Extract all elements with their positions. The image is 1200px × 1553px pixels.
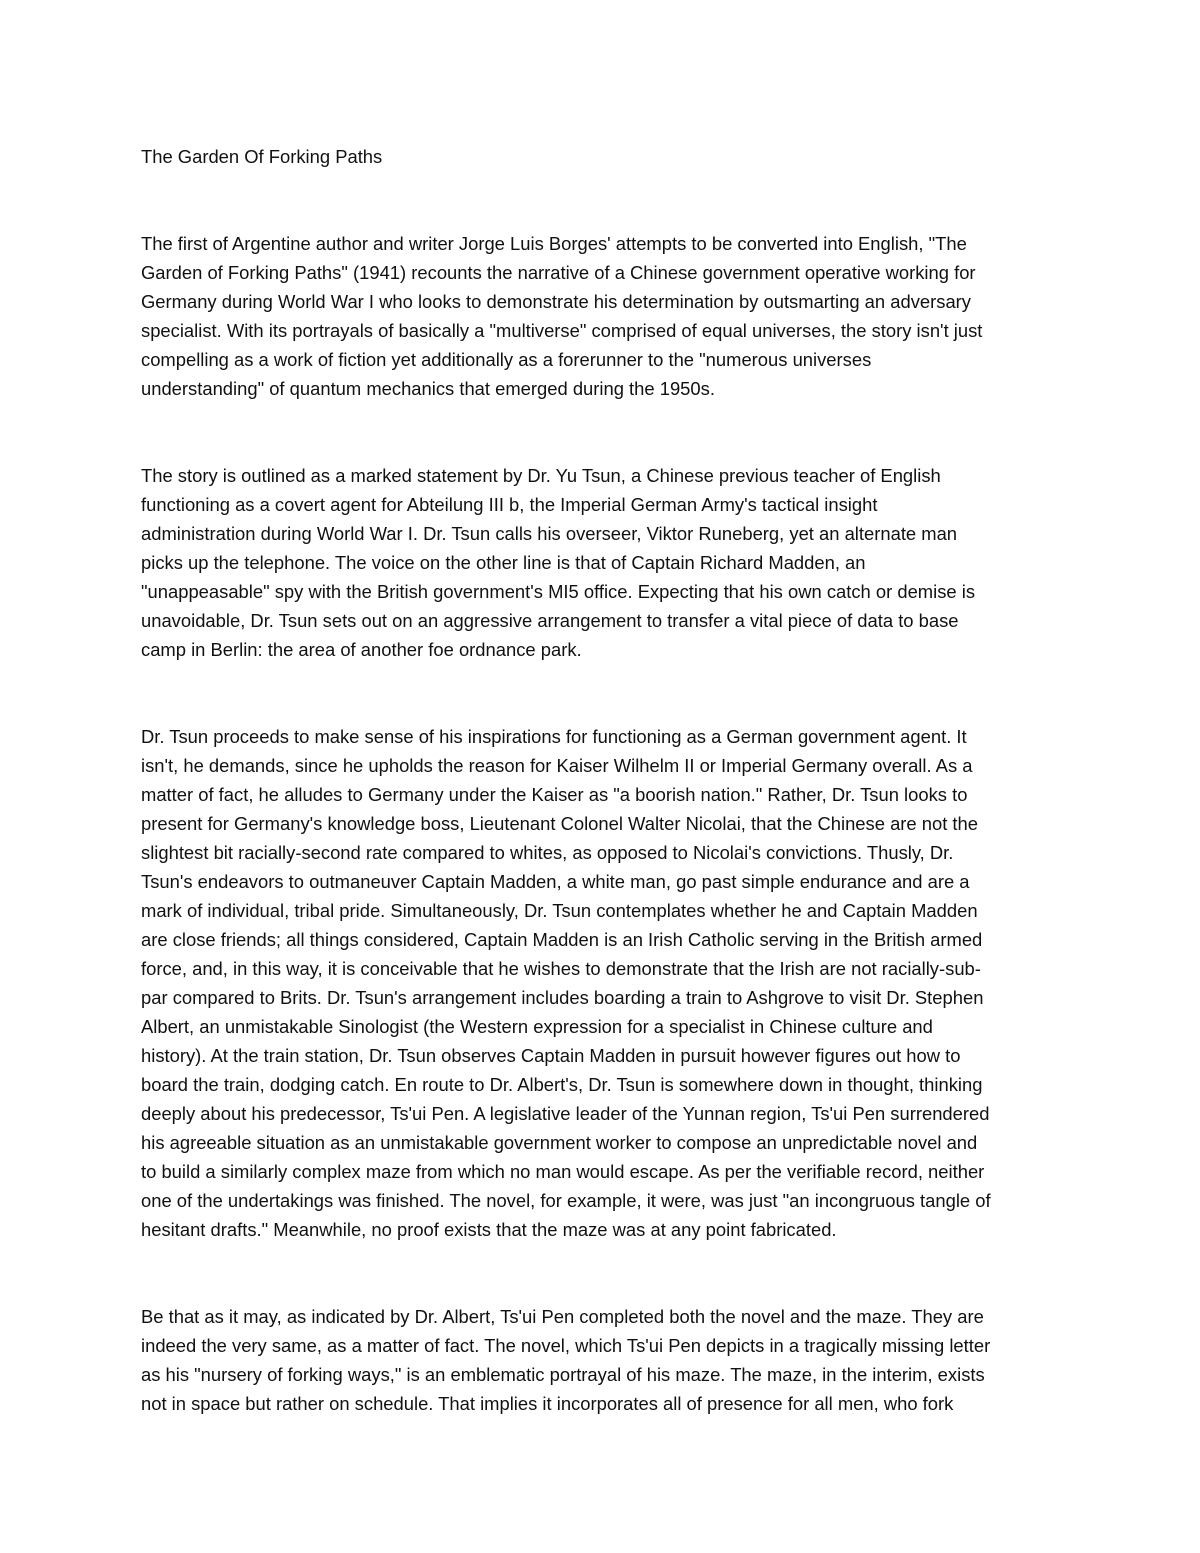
- text-line: Be that as it may, as indicated by Dr. Albert, Ts'ui Pen completed both the novel and the maze. They are: [141, 1306, 984, 1327]
- text-line: indeed the very same, as a matter of fact. The novel, which Ts'ui Pen depicts in a tragically missing letter: [141, 1335, 991, 1356]
- paragraph-1: [141, 229, 1061, 403]
- text-line: history). At the train station, Dr. Tsun observes Captain Madden in pursuit however figures out how to: [141, 1045, 961, 1066]
- text-line: camp in Berlin: the area of another foe ordnance park.: [141, 639, 582, 660]
- text-line: as his "nursery of forking ways," is an emblematic portrayal of his maze. The maze, in the interim, exists: [141, 1364, 985, 1385]
- paragraph-2: [141, 461, 1061, 664]
- text-line: "unappeasable" spy with the British government's MI5 office. Expecting that his own catch or demise is: [141, 581, 976, 602]
- text-line: his agreeable situation as an unmistakable government worker to compose an unpredictable novel and: [141, 1132, 978, 1153]
- document-title: The Garden Of Forking Paths: [141, 146, 383, 167]
- text-line: isn't, he demands, since he upholds the reason for Kaiser Wilhelm II or Imperial Germany overall. As a: [141, 755, 973, 776]
- text-line: specialist. With its portrayals of basically a "multiverse" comprised of equal universes, the story isn't just: [141, 320, 983, 341]
- text-line: force, and, in this way, it is conceivable that he wishes to demonstrate that the Irish are not racially-sub-: [141, 958, 981, 979]
- text-line: understanding" of quantum mechanics that emerged during the 1950s.: [141, 378, 715, 399]
- text-line: board the train, dodging catch. En route to Dr. Albert's, Dr. Tsun is somewhere down in thought, thinking: [141, 1074, 983, 1095]
- text-line: are close friends; all things considered, Captain Madden is an Irish Catholic serving in the British armed: [141, 929, 983, 950]
- text-line: The story is outlined as a marked statement by Dr. Yu Tsun, a Chinese previous teacher of English: [141, 465, 941, 486]
- text-line: The first of Argentine author and writer Jorge Luis Borges' attempts to be converted into English, "The: [141, 233, 967, 254]
- text-line: present for Germany's knowledge boss, Lieutenant Colonel Walter Nicolai, that the Chinese are not the: [141, 813, 978, 834]
- text-line: slightest bit racially-second rate compared to whites, as opposed to Nicolai's convictions. Thusly, Dr.: [141, 842, 954, 863]
- text-line: administration during World War I. Dr. Tsun calls his overseer, Viktor Runeberg, yet an alternate man: [141, 523, 958, 544]
- text-line: functioning as a covert agent for Abteilung III b, the Imperial German Army's tactical insight: [141, 494, 878, 515]
- text-line: par compared to Brits. Dr. Tsun's arrangement includes boarding a train to Ashgrove to visit Dr. Stephen: [141, 987, 984, 1008]
- text-line: matter of fact, he alludes to Germany under the Kaiser as "a boorish nation." Rather, Dr. Tsun looks to: [141, 784, 968, 805]
- text-line: to build a similarly complex maze from which no man would escape. As per the verifiable record, neither: [141, 1161, 985, 1182]
- text-line: deeply about his predecessor, Ts'ui Pen. A legislative leader of the Yunnan region, Ts'ui Pen surrendered: [141, 1103, 990, 1124]
- paragraph-4: [141, 1302, 1061, 1418]
- text-line: not in space but rather on schedule. That implies it incorporates all of presence for all men, who fork: [141, 1393, 954, 1414]
- text-line: Albert, an unmistakable Sinologist (the Western expression for a specialist in Chinese culture and: [141, 1016, 933, 1037]
- text-line: mark of individual, tribal pride. Simultaneously, Dr. Tsun contemplates whether he and Captain Madden: [141, 900, 978, 921]
- text-line: Germany during World War I who looks to demonstrate his determination by outsmarting an adversary: [141, 291, 971, 312]
- text-line: Dr. Tsun proceeds to make sense of his inspirations for functioning as a German government agent. It: [141, 726, 967, 747]
- text-line: Tsun's endeavors to outmaneuver Captain Madden, a white man, go past simple endurance and are a: [141, 871, 970, 892]
- text-line: compelling as a work of fiction yet additionally as a forerunner to the "numerous universes: [141, 349, 872, 370]
- text-line: one of the undertakings was finished. The novel, for example, it were, was just "an incongruous tangle of: [141, 1190, 991, 1211]
- paragraph-3: [141, 722, 1061, 1244]
- document-body: [141, 142, 1061, 1476]
- text-line: unavoidable, Dr. Tsun sets out on an aggressive arrangement to transfer a vital piece of data to base: [141, 610, 959, 631]
- text-line: picks up the telephone. The voice on the other line is that of Captain Richard Madden, an: [141, 552, 866, 573]
- text-line: Garden of Forking Paths" (1941) recounts the narrative of a Chinese government operative working for: [141, 262, 976, 283]
- text-line: hesitant drafts." Meanwhile, no proof exists that the maze was at any point fabricated.: [141, 1219, 837, 1240]
